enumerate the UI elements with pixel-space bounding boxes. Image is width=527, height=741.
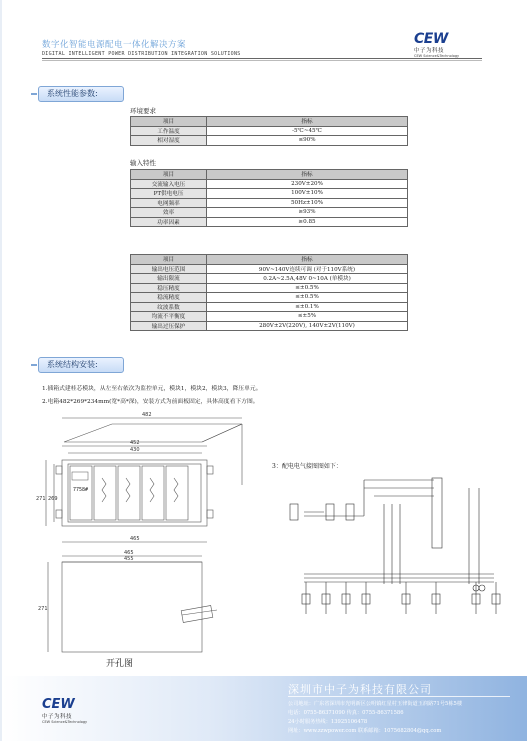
table-header-row [131, 255, 408, 265]
table-cell: ≤±0.5% [207, 293, 408, 303]
table-row [131, 217, 408, 227]
cut-h: 271 [38, 606, 48, 612]
footer-logo-cn: 中子为科技 [42, 714, 73, 720]
table-cell: 均流不平衡度 [131, 312, 207, 322]
dim-top2: 452 [130, 440, 140, 446]
display-readout: 7758# [73, 487, 89, 493]
footer-hotline: 24小时服务热线：13925106478 [288, 719, 368, 725]
dim-h2: 269 [48, 496, 58, 502]
table-cell: ≥93% [207, 208, 408, 218]
table-cell: 50Hz±10% [207, 198, 408, 208]
table-row [131, 293, 408, 303]
footer-logo-en: CEW Science&Technology [42, 720, 88, 724]
cabinet-drawing [32, 410, 247, 660]
table-cell: 效率 [131, 208, 207, 218]
table-cell: 工作温度 [131, 126, 207, 136]
table-cell: 100V±10% [207, 189, 408, 199]
table-cell: ≤±0.1% [207, 302, 408, 312]
table-cell: 90V~140V连续可调 (对于110V系统) [207, 264, 408, 274]
footer-phone: 电话：0755-86371090 传真：0755-86371586 [288, 710, 404, 716]
table-row [131, 321, 408, 331]
section-performance-tag: 系统性能参数: [38, 86, 124, 102]
note-2: 2.电箱482*269*234mm(宽*高*深)，安装方式为前面板固定，具体高度看下方图。 [42, 399, 259, 405]
footer-logo [42, 697, 87, 724]
table-cell: 230V±20% [207, 179, 408, 189]
table-header-cell: 指标 [207, 117, 408, 127]
footer-logo-mark: CEW [42, 697, 75, 712]
table-cell: 相对湿度 [131, 136, 207, 146]
table-cell: 输出过压保护 [131, 321, 207, 331]
table-cell: 交流输入电压 [131, 179, 207, 189]
table-header-cell: 指标 [207, 255, 408, 265]
dim-top1: 482 [142, 412, 152, 418]
input-caption: 输入特性 [130, 159, 156, 167]
table-cell: 稳流精度 [131, 293, 207, 303]
input-table [130, 169, 408, 227]
logo-mark: CEW [414, 31, 448, 47]
table-cell: ≤90% [207, 136, 408, 146]
table-cell: ≤±5% [207, 312, 408, 322]
table-header-cell: 项目 [131, 117, 207, 127]
table-cell: 输出电压范围 [131, 264, 207, 274]
cut-w2: 455 [124, 556, 134, 562]
table-cell: 输出限流 [131, 274, 207, 284]
table-row [131, 208, 408, 218]
table-row [131, 312, 408, 322]
table-row [131, 198, 408, 208]
wiring-diagram [264, 474, 512, 634]
table-header-cell: 项目 [131, 170, 207, 180]
table-cell: ≥0.85 [207, 217, 408, 227]
page-title: 数字化智能电源配电一体化解决方案 [42, 40, 187, 50]
table-header-cell: 指标 [207, 170, 408, 180]
env-table [130, 116, 408, 146]
table-cell: -5℃~45℃ [207, 126, 408, 136]
footer-address: 公司地址：广东省深圳市光明新区公明镇红星村玉律街道玉润路71号5栋5楼 [288, 701, 463, 707]
env-caption: 环境要求 [130, 107, 156, 115]
note-1: 1.插箱式建桂芯模块，从左至右依次为监控单元，模块1，模块2，模块3，降压单元。 [42, 386, 262, 392]
output-table [130, 254, 408, 331]
section-structure-tag: 系统结构安装: [38, 357, 124, 373]
table-row [131, 136, 408, 146]
table-row [131, 283, 408, 293]
cut-w1: 465 [124, 550, 134, 556]
table-cell: 电网频率 [131, 198, 207, 208]
logo [414, 31, 459, 58]
footer-divider [288, 696, 510, 697]
logo-en: CEW Science&Technology [414, 54, 460, 58]
note-3: 3：配电电气接图图如下： [272, 463, 342, 470]
table-row [131, 274, 408, 284]
page-subtitle: DIGITAL INTELLIGENT POWER DISTRIBUTION INTEGRATION SOLUTIONS [42, 51, 241, 57]
table-header-row [131, 117, 408, 127]
footer-web: 网址：www.zzwpower.com 联系邮箱：1075682804@qq.com [288, 728, 442, 734]
header-divider [42, 58, 482, 59]
table-row [131, 179, 408, 189]
dim-top3: 430 [130, 447, 140, 453]
table-cell: PT供电电压 [131, 189, 207, 199]
table-header-row [131, 170, 408, 180]
dim-bottom: 465 [130, 536, 140, 542]
table-cell: 稳压精度 [131, 283, 207, 293]
table-row [131, 126, 408, 136]
table-header-cell: 项目 [131, 255, 207, 265]
table-cell: ≤±0.5% [207, 283, 408, 293]
table-row [131, 189, 408, 199]
cut-label: 开孔图 [106, 659, 134, 669]
header-divider-thin [42, 60, 482, 61]
table-cell: 功率因素 [131, 217, 207, 227]
table-row [131, 264, 408, 274]
table-cell: 纹波系数 [131, 302, 207, 312]
table-cell: 0.2A~2.5A,48V 0~10A (单模块) [207, 274, 408, 284]
table-row [131, 302, 408, 312]
dim-h1: 271 [36, 496, 46, 502]
logo-cn: 中子为科技 [414, 48, 445, 54]
footer-company: 深圳市中子为科技有限公司 [288, 683, 432, 696]
table-cell: 280V±2V(220V), 140V±2V(110V) [207, 321, 408, 331]
